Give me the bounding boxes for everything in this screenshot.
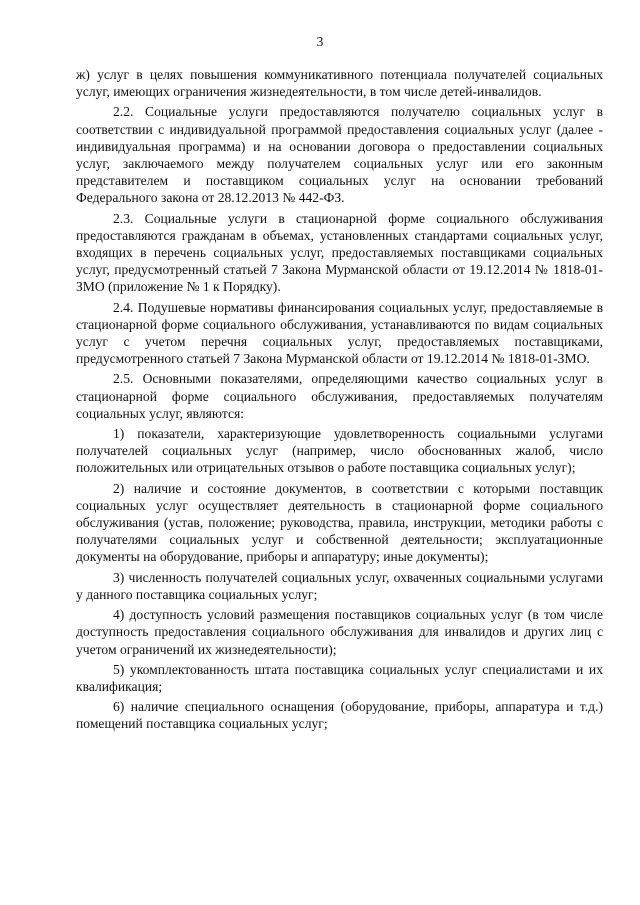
page-number: 3: [316, 34, 324, 49]
list-item-6: 6) наличие специального оснащения (оборудование, приборы, аппаратура и т.д.) помещений поставщика социальных услуг;: [76, 699, 603, 732]
paragraph-2-4: 2.4. Подушевые нормативы финансирования социальных услуг, предоставляемые в стационарной форме социального обслуживания, устанавливаются по видам социальных услуг с учетом перечня социальных услуг, предоставляемых поставщиками, предусмотренного статьей 7 Закона Мурманской области от 19.12.2014 № 1818-01-ЗМО.: [76, 299, 603, 367]
document-body: [76, 66, 603, 736]
list-item-1: 1) показатели, характеризующие удовлетворенность социальными услугами получателей социальных услуг (например, число обоснованных жалоб, число положительных или отрицательных отзывов о работе поставщика социальных услуг);: [76, 426, 603, 476]
paragraph-2-2: 2.2. Социальные услуги предоставляются получателю социальных услуг в соответствии с индивидуальной программой предоставления социальных услуг (далее - индивидуальная программа) и на основании договора о предоставлении социальных услуг, заключаемого между получателем социальных услуг или его законным представителем и поставщиком социальных услуг на основании требований Федерального закона от 28.12.2013 № 442-ФЗ.: [76, 104, 603, 206]
list-item-3: 3) численность получателей социальных услуг, охваченных социальными услугами у данного поставщика социальных услуг;: [76, 569, 603, 602]
list-item-4: 4) доступность условий размещения поставщиков социальных услуг (в том числе доступность предоставления социального обслуживания для инвалидов и других лиц с учетом ограничений их жизнедеятельности);: [76, 607, 603, 657]
paragraph-2-3: 2.3. Социальные услуги в стационарной форме социального обслуживания предоставляются гражданам в объемах, установленных стандартами социальных услуг, входящих в перечень социальных услуг, предоставляемых поставщиками социальных услуг, предусмотренный статьей 7 Закона Мурманской области от 19.12.2014 № 1818-01-ЗМО (приложение № 1 к Порядку).: [76, 210, 603, 295]
list-item-2: 2) наличие и состояние документов, в соответствии с которыми поставщик социальных услуг осуществляет деятельность в стационарной форме социального обслуживания (устав, положение; руководства, правила, инструкции, методики работы с получателями социальных услуг и собственной деятельности; эксплуатационные документы на оборудование, приборы и аппаратуру; иные документы);: [76, 480, 603, 565]
paragraph-2-5: 2.5. Основными показателями, определяющими качество социальных услуг в стационарной форме социального обслуживания, предоставляемых получателям социальных услуг, являются:: [76, 371, 603, 421]
paragraph-zh: ж) услуг в целях повышения коммуникативного потенциала получателей социальных услуг, имеющих ограничения жизнедеятельности, в том числе детей-инвалидов.: [76, 67, 603, 100]
list-item-5: 5) укомплектованность штата поставщика социальных услуг специалистами и их квалификация;: [76, 661, 603, 694]
